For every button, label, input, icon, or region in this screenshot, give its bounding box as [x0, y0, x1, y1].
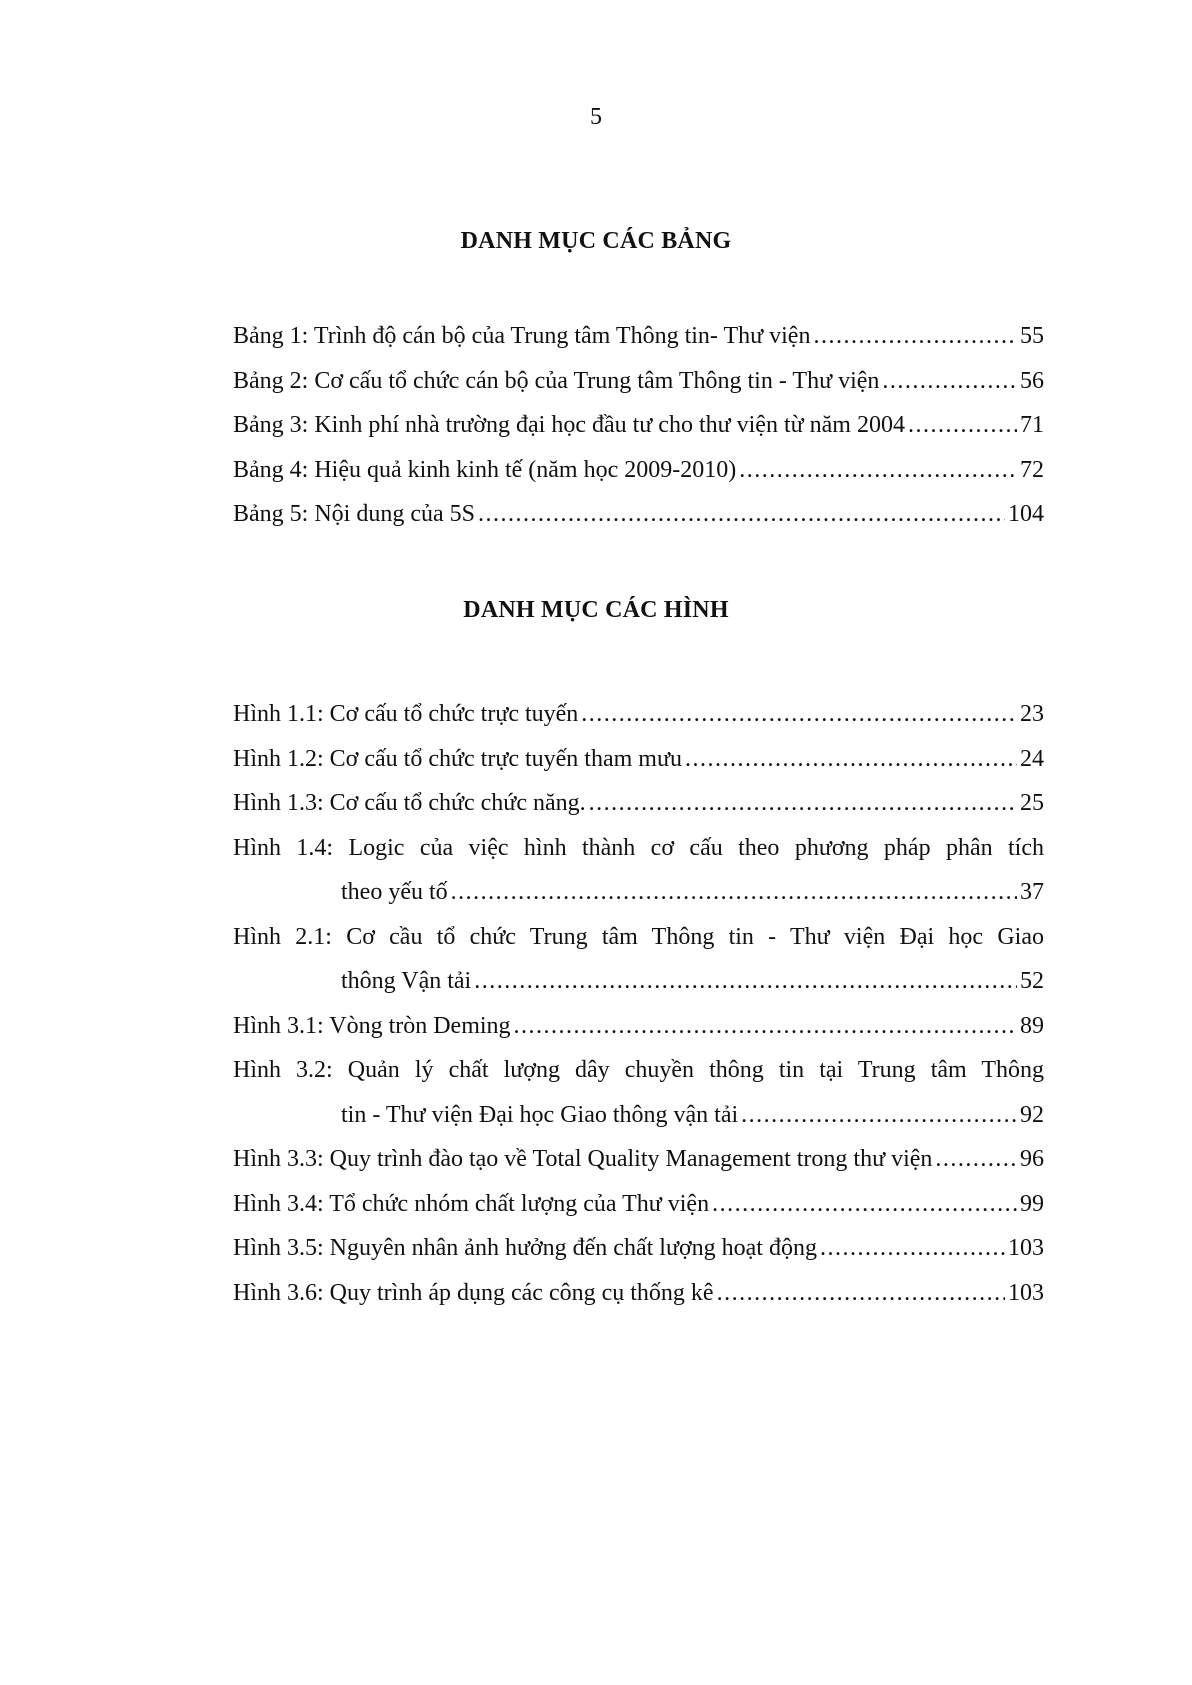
toc-entry-page: 103	[1008, 1235, 1044, 1261]
toc-entry-text: Hình 3.2: Quản lý chất lượng dây chuyền thông tin tại Trung tâm Thông	[233, 1057, 1044, 1083]
toc-entry-page: 52	[1020, 968, 1044, 994]
dot-leader	[935, 1137, 1017, 1182]
toc-entry-text: Hình 3.1: Vòng tròn Deming	[233, 1012, 511, 1039]
toc-entry-page: 25	[1020, 790, 1044, 816]
toc-entry-page: 24	[1020, 745, 1044, 772]
page-number: 5	[590, 104, 602, 130]
figures-list	[233, 692, 1044, 1315]
dot-leader	[741, 1093, 1017, 1138]
toc-entry-page: 71	[1020, 412, 1044, 438]
toc-entry-page: 37	[1020, 879, 1044, 905]
toc-entry-figure-1-2	[233, 737, 1044, 782]
toc-entry-page: 56	[1020, 367, 1044, 394]
toc-entry-page: 99	[1020, 1190, 1044, 1217]
dot-leader	[813, 314, 1017, 359]
toc-entry-page: 72	[1020, 456, 1044, 483]
toc-entry-page: 55	[1020, 323, 1044, 349]
toc-entry-figure-1-1	[233, 692, 1044, 737]
toc-entry-figure-2-1	[233, 915, 1044, 1004]
toc-entry-page: 89	[1020, 1012, 1044, 1039]
toc-entry-text: Bảng 5: Nội dung của 5S	[233, 501, 475, 527]
toc-entry-table-5	[233, 492, 1044, 537]
dot-leader	[685, 737, 1017, 782]
toc-entry-text: Bảng 2: Cơ cấu tổ chức cán bộ của Trung tâm Thông tin - Thư viện	[233, 367, 880, 394]
toc-entry-figure-3-3	[233, 1137, 1044, 1182]
toc-entry-figure-3-2	[233, 1048, 1044, 1137]
toc-entry-text: Hình 3.6: Quy trình áp dụng các công cụ thống kê	[233, 1279, 714, 1306]
toc-entry-table-1	[233, 314, 1044, 359]
toc-entry-figure-3-5	[233, 1226, 1044, 1271]
toc-entry-text: Bảng 1: Trình độ cán bộ của Trung tâm Thông tin- Thư viện	[233, 323, 811, 349]
dot-leader	[451, 870, 1017, 915]
toc-entry-text: Hình 1.3: Cơ cấu tổ chức chức năng.	[233, 790, 586, 816]
toc-entry-text: Hình 3.3: Quy trình đào tạo về Total Quality Management trong thư viện	[233, 1146, 933, 1172]
toc-entry-figure-1-3	[233, 781, 1044, 826]
tables-list	[233, 314, 1044, 537]
toc-entry-page: 103	[1008, 1279, 1044, 1306]
figures-list-title: DANH MỤC CÁC HÌNH	[463, 597, 729, 623]
dot-leader	[712, 1182, 1017, 1227]
dot-leader	[514, 1004, 1017, 1049]
dot-leader	[882, 359, 1017, 404]
toc-entry-text: Hình 3.4: Tổ chức nhóm chất lượng của Thư viện	[233, 1190, 710, 1217]
dot-leader	[739, 448, 1017, 493]
toc-entry-figure-3-1	[233, 1004, 1044, 1049]
dot-leader	[589, 781, 1017, 826]
toc-entry-table-4	[233, 448, 1044, 493]
toc-entry-text: Hình 3.5: Nguyên nhân ảnh hưởng đến chất lượng hoạt động	[233, 1235, 817, 1261]
toc-entry-text: Bảng 4: Hiệu quả kinh kinh tế (năm học 2009-2010)	[233, 456, 737, 483]
toc-entry-text: Hình 1.2: Cơ cấu tổ chức trực tuyến tham mưu	[233, 745, 682, 772]
toc-entry-text: Hình 2.1: Cơ cầu tổ chức Trung tâm Thông tin - Thư viện Đại học Giao	[233, 923, 1044, 950]
toc-entry-text-continued: thông Vận tải	[341, 968, 472, 994]
toc-entry-page: 23	[1020, 701, 1044, 727]
toc-entry-figure-1-4	[233, 826, 1044, 915]
toc-entry-page: 96	[1020, 1146, 1044, 1172]
tables-list-title: DANH MỤC CÁC BẢNG	[460, 228, 732, 254]
toc-entry-text-continued: tin - Thư viện Đại học Giao thông vận tải	[341, 1101, 739, 1128]
dot-leader	[478, 492, 1005, 537]
toc-entry-text: Bảng 3: Kinh phí nhà trường đại học đầu tư cho thư viện từ năm 2004	[233, 412, 905, 438]
toc-entry-text: Hình 1.4: Logic của việc hình thành cơ cấu theo phương pháp phân tích	[233, 834, 1044, 861]
toc-entry-figure-3-4	[233, 1182, 1044, 1227]
dot-leader	[474, 959, 1017, 1004]
dot-leader	[820, 1226, 1005, 1271]
toc-entry-figure-3-6	[233, 1271, 1044, 1316]
toc-entry-table-3	[233, 403, 1044, 448]
toc-entry-table-2	[233, 359, 1044, 404]
dot-leader	[581, 692, 1017, 737]
toc-entry-page: 104	[1008, 501, 1044, 527]
toc-entry-text-continued: theo yếu tố	[341, 879, 448, 905]
toc-entry-text: Hình 1.1: Cơ cấu tổ chức trực tuyến	[233, 701, 579, 727]
dot-leader	[908, 403, 1017, 448]
dot-leader	[717, 1271, 1005, 1316]
toc-entry-page: 92	[1020, 1101, 1044, 1128]
